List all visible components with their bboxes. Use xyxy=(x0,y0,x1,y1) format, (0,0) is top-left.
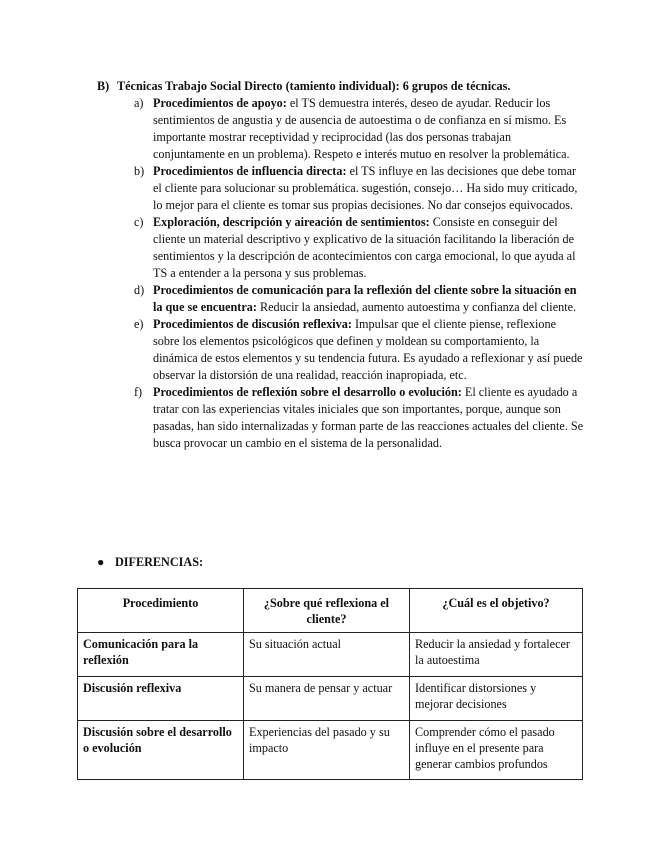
table-cell: Discusión sobre el desarrollo o evolución xyxy=(78,721,244,780)
list-item-body: Reducir la ansiedad, aumento autoestima y confianza del cliente. xyxy=(256,300,577,314)
list-item-body: Consiste en conseguir del cliente un material descriptivo y explicativo de la situación facilitando la liberación de sentimientos y la descripción de acontecimientos con carga emocional, lo que ayuda al TS a entender a la persona y sus problemas. xyxy=(153,215,576,280)
list-item-marker: c) xyxy=(134,215,144,229)
table-header-row xyxy=(78,589,583,633)
list-item-marker: b) xyxy=(134,164,145,178)
list-item-title: Procedimientos de influencia directa: xyxy=(153,164,347,178)
list-item xyxy=(134,384,584,452)
techniques-list xyxy=(134,95,584,452)
list-item-body: el TS demuestra interés, deseo de ayudar. Reducir los sentimientos de angustia y de ausencia de autoestima o de confianza en sí mismo. Es importante mostrar receptividad y reciprocidad (las dos personas trabajan conjuntamente en un problema). Respeto e interés mutuo en resolver la problemática. xyxy=(153,96,570,161)
section-heading-label: B) xyxy=(97,79,110,93)
list-item xyxy=(134,95,584,163)
table-cell: Comunicación para la reflexión xyxy=(78,633,244,677)
list-item-marker: d) xyxy=(134,283,145,297)
list-item xyxy=(134,163,584,214)
table-row xyxy=(78,677,583,721)
table-header-cell: Procedimiento xyxy=(78,589,244,633)
table-cell: Comprender cómo el pasado influye en el presente para generar cambios profundos xyxy=(410,721,583,780)
differences-heading xyxy=(97,554,203,571)
table-row xyxy=(78,633,583,677)
list-item-title: Procedimientos de apoyo: xyxy=(153,96,287,110)
table-header-cell: ¿Sobre qué reflexiona el cliente? xyxy=(244,589,410,633)
list-item xyxy=(134,214,584,282)
list-item-title: Exploración, descripción y aireación de sentimientos: xyxy=(153,215,430,229)
list-item-body: Impulsar que el cliente piense, reflexione sobre los elementos psicológicos que definen y moldean su comportamiento, la dinámica de estos elementos y su tendencia futura. Es ayudado a reflexionar y así puede observar la distorsión de una realidad, reacción inapropiada, etc. xyxy=(153,317,583,382)
table-cell: Identificar distorsiones y mejorar decisiones xyxy=(410,677,583,721)
list-item-marker: f) xyxy=(134,385,143,399)
table-cell: Discusión reflexiva xyxy=(78,677,244,721)
table-header-cell: ¿Cuál es el objetivo? xyxy=(410,589,583,633)
list-item-marker: a) xyxy=(134,96,144,110)
list-item xyxy=(134,282,584,316)
differences-table xyxy=(77,588,583,780)
list-item-title: Procedimientos de comunicación para la reflexión del cliente sobre la situación en la que se encuentra: xyxy=(153,283,577,314)
list-item-marker: e) xyxy=(134,317,144,331)
table-cell: Su manera de pensar y actuar xyxy=(244,677,410,721)
bullet-icon: ● xyxy=(97,555,105,569)
table-cell: Experiencias del pasado y su impacto xyxy=(244,721,410,780)
table-row xyxy=(78,721,583,780)
list-item-title: Procedimientos de discusión reflexiva: xyxy=(153,317,352,331)
list-item xyxy=(134,316,584,384)
list-item-title: Procedimientos de reflexión sobre el desarrollo o evolución: xyxy=(153,385,462,399)
section-heading xyxy=(97,78,587,95)
differences-heading-text: DIFERENCIAS: xyxy=(115,555,204,569)
table-cell: Reducir la ansiedad y fortalecer la autoestima xyxy=(410,633,583,677)
list-item-body: el TS influye en las decisiones que debe tomar el cliente para solucionar su problemática. sugestión, consejo… Ha sido muy criticado, lo mejor para el cliente es tomar sus propias decisiones. No dar consejos equivocados. xyxy=(153,164,578,212)
section-heading-text: Técnicas Trabajo Social Directo (tamiento individual): 6 grupos de técnicas. xyxy=(117,79,511,93)
table-cell: Su situación actual xyxy=(244,633,410,677)
list-item-body: El cliente es ayudado a tratar con las experiencias vitales iniciales que son importantes, porque, aunque son pasadas, han sido internalizadas y forman parte de las reacciones actuales del cliente. Se busca provocar un cambio en el sistema de la personalidad. xyxy=(153,385,584,450)
